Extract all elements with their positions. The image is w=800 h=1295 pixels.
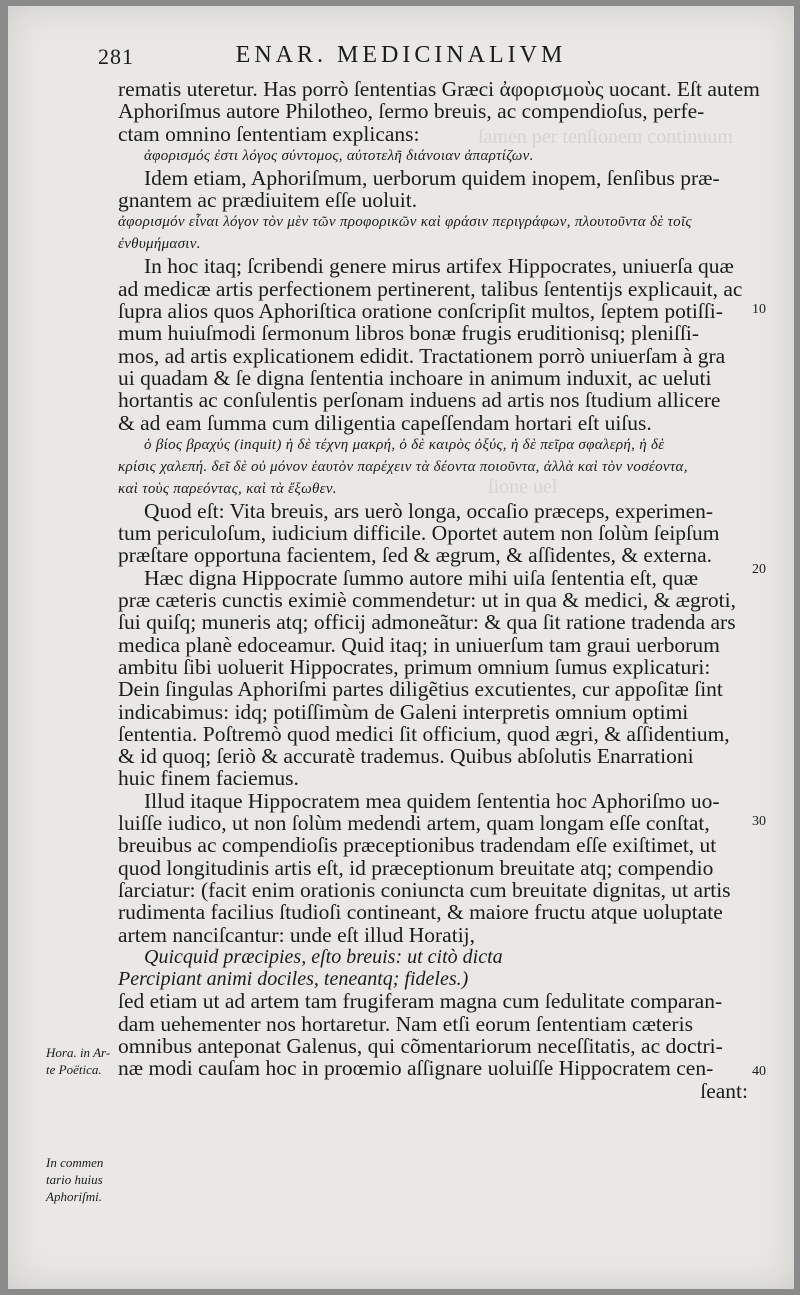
text-line: quod longitudinis artis eſt, id præceptionum breuitate atq; compendio [118,855,714,880]
text-line: ui quadam & ſe digna ſententia inchoare in animum induxit, ac ueluti [118,365,712,390]
margin-note-commentary: In commen tario huius Aphoriſmi. [46,1155,104,1204]
text-line: omnibus anteponat Galenus, qui cõmentariorum neceſſitatis, ac doctri- [118,1033,723,1058]
text-line: hortantis ac conſulentis perſonam induens ad artis nos ſtudium allicere [118,388,721,413]
line-number-10: 10 [752,302,766,317]
greek-text-line: καὶ τοὺς παρεόντας, καὶ τὰ ἔξωθεν. [118,480,337,497]
verse-line: Quicquid præcipies, eſto breuis: ut citò dicta [144,945,503,968]
text-line: & ad eam ſumma cum diligentia capeſſendam hortari eſt uiſus. [118,410,652,435]
text-line: ctam omnino ſententiam explicans: [118,121,420,146]
margin-note-horace: Hora. in Ar- te Poëtica. [46,1045,111,1077]
text-line: ſententia. Poſtremò quod medici ſit officium, quod ægri, & aſſidentium, [118,721,730,746]
text-line: ſarciatur: (facit enim orationis coniuncta cum breuitate dignitas, ut artis [118,877,731,902]
text-line: ſed etiam ut ad artem tam frugiferam magna cum ſedulitate comparan- [118,989,723,1014]
show-through-text: ſamen per tenſionem continuum [478,126,733,148]
text-line: Dein ſingulas Aphoriſmi partes diligẽtius excutientes, cur appoſitæ ſint [118,677,723,702]
text-line: tum periculoſum, iudicium difficile. Oportet autem non ſolùm ſeipſum [118,521,720,546]
line-number-20: 20 [752,562,766,577]
show-through-text: ſione uel [488,476,558,498]
text-line: ambitu ſibi uoluerit Hippocrates, primum omnium ſumus explicaturi: [118,654,711,679]
greek-text-line: ἀφορισμόν εἶναι λόγον τὸν μὲν τῶν προφορικῶν καὶ φράσιν περιγράφων, πλουτοῦντα δὲ τοῖς [118,214,692,231]
text-line: medica planè edoceamur. Quid itaq; in uniuerſum tam graui uerborum [118,632,720,657]
text-line: ad medicæ artis perfectionem pertinerent, talibus ſententijs explicauit, ac [118,276,743,301]
text-line: dam uehementer nos hortaretur. Nam etſi eorum ſententiam cæteris [118,1011,693,1036]
text-line: gnantem ac prædiuitem eſſe uoluit. [118,188,418,213]
text-line: næ modi cauſam hoc in proœmio aſſignare uoluiſſe Hippocratem cen- [118,1056,714,1081]
text-line: Illud itaque Hippocratem mea quidem ſententia hoc Aphoriſmo uo- [144,788,720,813]
text-line: ſupra alios quos Aphoriſtica oratione conſcripſit multos, ſeptem potiſſi- [118,299,723,324]
text-line: rudimenta facilius ſtudioſi contineant, & maiore fructu atque uoluptate [118,900,723,925]
line-number-40: 40 [752,1064,766,1079]
text-line: luiſſe iudico, ut non ſolùm medendi artem, quam longam eſſe conſtat, [118,811,710,836]
text-line: breuibus ac compendioſis præceptionibus tradendam eſſe exiſtimet, ut [118,833,717,858]
greek-text-line: ἐνθυμήμασιν. [118,236,201,253]
text-line: mos, ad artis explicationem edidit. Tractationem porrò uniuerſam à gra [118,343,726,368]
text-line: rematis uteretur. Has porrò ſententias Græci ἀφορισμοὺς uocant. Eſt autem [118,77,760,101]
text-line: præ cæteris cunctis eximiè commendetur: ut in qua & medici, & ægroti, [118,588,736,613]
text-line: In hoc itaq; ſcribendi genere mirus artifex Hippocrates, uniuerſa quæ [144,254,734,279]
text-line: Hæc digna Hippocrate ſummo autore mihi uiſa ſententia eſt, quæ [144,565,699,590]
page-number: 281 [98,44,134,69]
text-line: Aphoriſmus autore Philotheo, ſermo breuis, ac compendioſus, perfe- [118,99,705,124]
text-line: & id quoq; ſeriò & accuratè trademus. Quibus abſolutis Enarrationi [118,744,694,769]
greek-text-line: κρίσις χαλεπή. δεῖ δὲ οὐ μόνον ἑαυτὸν παρέχειν τὰ δέοντα ποιοῦντα, ἀλλὰ καὶ τὸν νοσέοντα, [118,458,688,475]
verse-line: Percipiant animi dociles, teneantq; fideles.) [118,968,469,991]
running-title: ENAR. MEDICINALIVM [235,42,567,68]
text-line: artem nanciſcantur: unde eſt illud Horatij, [118,922,476,947]
book-page [8,6,794,1289]
text-line: Idem etiam, Aphoriſmum, uerborum quidem inopem, ſenſibus præ- [144,165,720,190]
line-number-30: 30 [752,814,766,829]
running-header [8,36,794,76]
text-line: ſui quiſq; muneris atq; officij admoneãtur: & qua ſit ratione tradenda ars [118,610,736,635]
text-line: præſtare opportuna facientem, ſed & ægrum, & aſſidentes, & externa. [118,543,713,568]
text-line: indicabimus: idq; potiſſimùm de Galeni interpretis omnium optimi [118,699,689,724]
greek-text-line: ἀφορισμός ἐστι λόγος σύντομος, αὐτοτελῆ διάνοιαν ἀπαρτίζων. [144,147,534,164]
greek-text-line: ὁ βίος βραχύς (inquit) ἡ δὲ τέχνη μακρή, ὁ δὲ καιρὸς ὀξύς, ἡ δὲ πεῖρα σφαλερή, ἡ δὲ [144,436,665,453]
text-line: mum huiuſmodi ſermonum libros bonæ frugis eruditionisq; pleniſſi- [118,321,700,346]
text-line: huic finem faciemus. [118,766,299,791]
text-line: Quod eſt: Vita breuis, ars uerò longa, occaſio præceps, experimen- [144,498,714,523]
catchword: ſeant: [700,1078,748,1103]
